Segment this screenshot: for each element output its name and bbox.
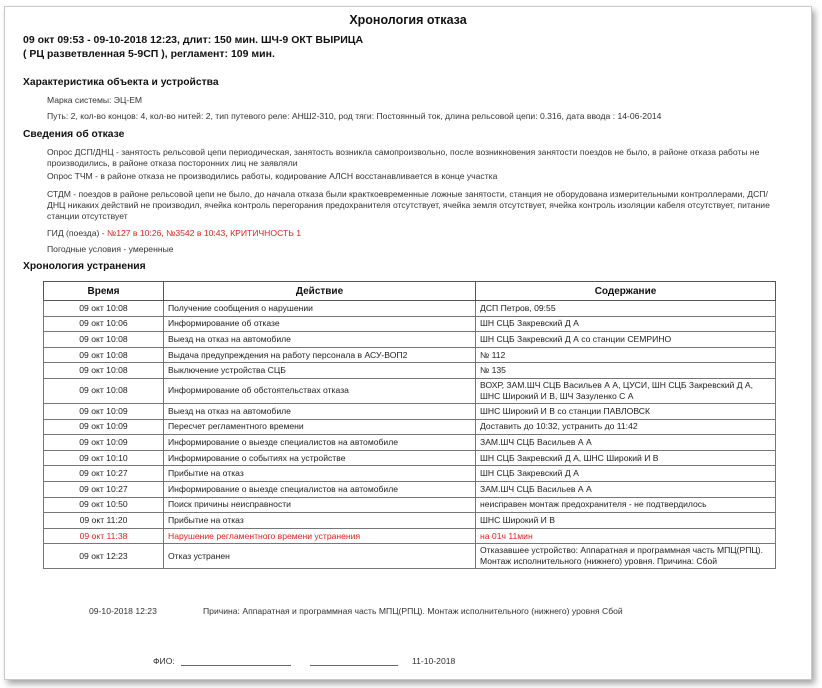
cell-content: № 112: [476, 347, 776, 363]
cell-time: 09 окт 10:06: [44, 316, 164, 332]
table-row: [44, 363, 776, 379]
col-content-header: Содержание: [476, 282, 776, 301]
cell-action: Нарушение регламентного времени устранения: [164, 528, 476, 544]
col-time-header: Время: [44, 282, 164, 301]
cell-time: 09 окт 10:08: [44, 363, 164, 379]
cell-action: Пересчет регламентного времени: [164, 419, 476, 435]
cell-content: неисправен монтаж предохранителя - не подтвердилось: [476, 497, 776, 513]
cell-content: ШНС Широкий И В со станции ПАВЛОВСК: [476, 403, 776, 419]
timeline-table: [43, 281, 776, 569]
cell-time: 09 окт 10:09: [44, 403, 164, 419]
table-row: [44, 316, 776, 332]
table-row: [44, 301, 776, 317]
cell-action: Информирование о выезде специалистов на автомобиле: [164, 435, 476, 451]
cell-content: Доставить до 10:32, устранить до 11:42: [476, 419, 776, 435]
cell-content: № 135: [476, 363, 776, 379]
fio-blank: [181, 656, 291, 666]
table-row: [44, 435, 776, 451]
cell-action: Информирование о событиях на устройстве: [164, 450, 476, 466]
header-line-2: ( РЦ разветвленная 5-9СП ), регламент: 109 мин.: [23, 48, 275, 60]
stdm-info: СТДМ - поездов в районе рельсовой цепи не было, до начала отказа были кракткоевременные ложные занятости, станция не оборудована измерительными контроллерами, ДСП/ДНЦ никаких действий не производил, ячейка контроль перегорания предохранителя отсутствует, ячейка земля отсутствует, ячейка контроль изоляции кабеля отсутствует, питание станции отсутствует: [47, 189, 770, 221]
table-row: [44, 403, 776, 419]
header-line-1: 09 окт 09:53 - 09-10-2018 12:23, длит: 150 мин. ШЧ-9 ОКТ ВЫРИЦА: [23, 34, 364, 46]
report-header: [23, 33, 363, 61]
cell-time: 09 окт 10:08: [44, 301, 164, 317]
cell-time: 09 окт 10:08: [44, 378, 164, 403]
failure-section-heading: Сведения об отказе: [23, 129, 125, 140]
cell-content: ЗАМ.ШЧ СЦБ Васильев А А: [476, 481, 776, 497]
cell-content: ШНС Широкий И В: [476, 513, 776, 529]
table-row: [44, 481, 776, 497]
gid-value: №127 в 10:26, №3542 в 10:43, КРИТИЧНОСТЬ 1: [106, 228, 302, 238]
cell-action: Отказ устранен: [164, 544, 476, 569]
cell-content: ШН СЦБ Закревский Д А: [476, 466, 776, 482]
cell-content: ДСП Петров, 09:55: [476, 301, 776, 317]
cell-action: Выключение устройства СЦБ: [164, 363, 476, 379]
cell-content: Отказавшее устройство: Аппаратная и программная часть МПЦ(РПЦ). Монтаж исполнительного (нижнего) уровня. Причина: Сбой: [476, 544, 776, 569]
cell-content: ШН СЦБ Закревский Д А: [476, 316, 776, 332]
object-section-heading: Характеристика объекта и устройства: [23, 77, 219, 88]
table-row: [44, 466, 776, 482]
table-row: [44, 450, 776, 466]
cell-content: ЗАМ.ШЧ СЦБ Васильев А А: [476, 435, 776, 451]
table-row: [44, 332, 776, 348]
signature-line: [153, 656, 455, 666]
cell-time: 09 окт 10:08: [44, 332, 164, 348]
cell-content: на 01ч 11мин: [476, 528, 776, 544]
cell-time: 09 окт 10:50: [44, 497, 164, 513]
footer-reason: Причина: Аппаратная и программная часть МПЦ(РПЦ). Монтаж исполнительного (нижнего) уровня Сбой: [203, 606, 623, 616]
cell-content: ШН СЦБ Закревский Д А со станции СЕМРИНО: [476, 332, 776, 348]
timeline-heading: Хронология устранения: [23, 261, 146, 272]
cell-action: Информирование о выезде специалистов на автомобиле: [164, 481, 476, 497]
cell-time: 09 окт 10:10: [44, 450, 164, 466]
system-brand: Марка системы: ЭЦ-ЕМ: [47, 95, 143, 105]
cell-time: 09 окт 10:27: [44, 466, 164, 482]
gid-label: ГИД (поезда) -: [47, 228, 107, 238]
table-row: [44, 419, 776, 435]
path-info: Путь: 2, кол-во концов: 4, кол-во нитей: 2, тип путевого реле: АНШ2-310, род тяги: Постоянный ток, длина рельсовой цепи: 0.316, дата ввода : 14-06-2014: [47, 111, 662, 121]
cell-action: Информирование об обстоятельствах отказа: [164, 378, 476, 403]
table-row: [44, 513, 776, 529]
cell-time: 09 окт 11:20: [44, 513, 164, 529]
cell-action: Прибытие на отказ: [164, 466, 476, 482]
table-row: [44, 528, 776, 544]
weather-info: Погодные условия - умеренные: [47, 244, 174, 254]
sign-date: 11-10-2018: [411, 656, 456, 666]
col-action-header: Действие: [164, 282, 476, 301]
cell-time: 09 окт 10:27: [44, 481, 164, 497]
fio-label: ФИО:: [153, 656, 175, 666]
timeline-header-row: [44, 282, 776, 301]
cell-time: 09 окт 12:23: [44, 544, 164, 569]
gid-info: [47, 228, 785, 239]
cell-content: ВОХР, ЗАМ.ШЧ СЦБ Васильев А А, ЦУСИ, ШН СЦБ Закревский Д А, ШНС Широкий И В, ШЧ Зазуленко С А: [476, 378, 776, 403]
cell-time: 09 окт 10:08: [44, 347, 164, 363]
report-title: Хронология отказа: [349, 13, 467, 27]
table-row: [44, 544, 776, 569]
cell-action: Выезд на отказ на автомобиле: [164, 332, 476, 348]
cell-content: ШН СЦБ Закревский Д А, ШНС Широкий И В: [476, 450, 776, 466]
cell-action: Поиск причины неисправности: [164, 497, 476, 513]
cell-action: Выдача предупреждения на работу персонала в АСУ-ВОП2: [164, 347, 476, 363]
table-row: [44, 378, 776, 403]
footer-date: 09-10-2018 12:23: [89, 606, 157, 616]
signature-blank: [310, 656, 398, 666]
cell-action: Прибытие на отказ: [164, 513, 476, 529]
table-row: [44, 347, 776, 363]
cell-time: 09 окт 10:09: [44, 419, 164, 435]
timeline-body: [44, 301, 776, 569]
cell-action: Получение сообщения о нарушении: [164, 301, 476, 317]
cell-time: 09 окт 11:38: [44, 528, 164, 544]
cell-time: 09 окт 10:09: [44, 435, 164, 451]
table-row: [44, 497, 776, 513]
tchm-survey: Опрос ТЧМ - в районе отказа не производились работы, кодирование АЛСН восстанавливается в конце участка: [47, 171, 498, 181]
dsp-survey: Опрос ДСП/ДНЦ - занятость рельсовой цепи периодическая, занятость возникла самопроизвольно, после возникновения занятости поездов не было, в районе отказа работы не производились, в районе отказа посторонних лиц не заявляли: [47, 147, 760, 168]
cell-action: Информирование об отказе: [164, 316, 476, 332]
report-page: [4, 6, 812, 680]
cell-action: Выезд на отказ на автомобиле: [164, 403, 476, 419]
